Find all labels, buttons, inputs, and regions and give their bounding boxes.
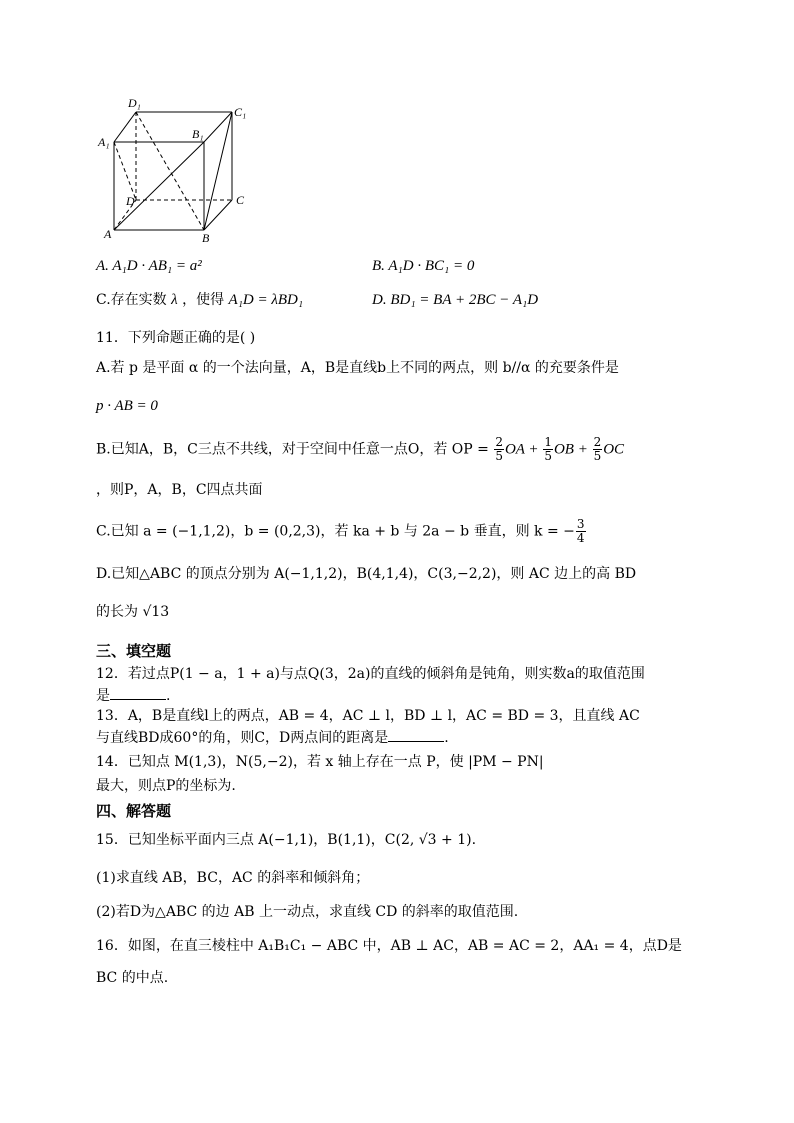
q11-stem: 11．下列命题正确的是( ) (96, 330, 256, 346)
q12-line1: 12．若过点P(1 − a，1 + a)与点Q(3，2a)的直线的倾斜角是钝角，则实数a的取值范围 (96, 666, 645, 682)
cube-figure (96, 96, 256, 246)
q15-line1: 15．已知坐标平面内三点 A(−1,1)，B(1,1)，C(2, √3 + 1). (96, 832, 477, 848)
edge-a1d1 (114, 112, 136, 142)
edge-b1c1 (204, 112, 232, 142)
section4-title: 四、解答题 (96, 802, 172, 820)
diagonal-bc1 (204, 112, 232, 230)
label-c1: C₁ (234, 105, 247, 119)
q16-line2: BC 的中点. (96, 970, 169, 986)
label-c: C (236, 193, 245, 207)
label-b1: B₁ (192, 127, 204, 141)
q11-d-line2: 的长为 √13 (96, 604, 170, 620)
q11-b-frac3: $\frac{2}{5}$ (593, 435, 602, 463)
q10-option-c (96, 290, 303, 310)
q10-option-a: A. A₁D · AB₁ = a² (96, 258, 202, 274)
edge-cb (204, 200, 232, 230)
q11-d-line1: D.已知△ABC 的顶点分别为 A(−1,1,2)，B(4,1,4)，C(3,−2,2)，则 AC 边上的高 BD (96, 566, 637, 582)
q11-a-line1: A.若 p 是平面 α 的一个法向量，A，B是直线b上不同的两点，则 b//α 的充要条件是 (96, 360, 619, 376)
q11-b-prefix: B.已知A，B，C三点不共线，对于空间中任意一点O，若 OP = (96, 441, 494, 458)
diagonal-ab1 (114, 142, 204, 230)
q12-tail: . (166, 688, 171, 704)
q11-a-line2: p · AB = 0 (96, 398, 158, 414)
q12-line2 (96, 686, 170, 706)
q14-line1: 14．已知点 M(1,3)，N(5,−2)，若 x 轴上存在一点 P，使 |PM − PN| (96, 754, 544, 770)
q10-c-mid: ，使得 (182, 292, 225, 308)
q13-prefix: 与直线BD成60°的角，则C，D两点间的距离是 (96, 730, 389, 746)
q10-option-b: B. A₁D · BC₁ = 0 (372, 258, 475, 274)
diagonal-a1d (114, 142, 136, 200)
q15-part1: (1)求直线 AB，BC，AC 的斜率和倾斜角； (96, 870, 370, 886)
q16-line1: 16．如图，在直三棱柱中 A₁B₁C₁ − ABC 中，AB ⊥ AC，AB = AC = 2，AA₁ = 4，点D是 (96, 938, 682, 954)
label-a: A (104, 227, 112, 241)
q10-c-prefix: C.存在实数 (96, 292, 167, 308)
q10-option-d: D. BD₁ = BA + 2BC − A₁D (372, 292, 539, 308)
label-b: B (202, 231, 210, 245)
q11-b-t2: OB + (553, 441, 592, 458)
label-d: D (126, 194, 135, 208)
q13-line2 (96, 728, 449, 748)
q11-b-frac1: $\frac{2}{5}$ (495, 435, 503, 463)
q10-c-var: λ (171, 292, 178, 308)
q12-answer-blank[interactable] (110, 687, 166, 700)
q11-c-frac: $\frac{3}{4}$ (576, 517, 585, 545)
section3-title: 三、填空题 (96, 642, 172, 660)
q10-c-expr: A₁D = λBD₁ (228, 292, 304, 308)
q13-answer-blank[interactable] (388, 729, 444, 742)
label-d1: D₁ (128, 96, 141, 110)
q11-b-t3: OC (603, 441, 625, 458)
q13-tail: . (444, 730, 449, 746)
q15-part2: (2)若D为△ABC 的边 AB 上一动点，求直线 CD 的斜率的取值范围. (96, 904, 519, 920)
q11-b-frac2: $\frac{1}{5}$ (544, 435, 552, 463)
q11-c-prefix: C.已知 a = (−1,1,2)，b = (0,2,3)，若 ka + b 与 2a − b 垂直，则 k = − (96, 523, 575, 540)
q13-line1: 13．A，B是直线l上的两点，AB = 4，AC ⊥ l，BD ⊥ l，AC = BD = 3，且直线 AC (96, 708, 640, 724)
q11-b-line1 (96, 436, 624, 463)
q11-b-t1: OA + (504, 441, 543, 458)
q11-b-line2: ，则P，A，B，C四点共面 (96, 482, 263, 498)
q12-prefix: 是 (96, 688, 110, 704)
q11-c-line (96, 518, 587, 545)
label-a1: A₁ (98, 135, 110, 149)
q14-line2: 最大，则点P的坐标为. (96, 778, 236, 794)
